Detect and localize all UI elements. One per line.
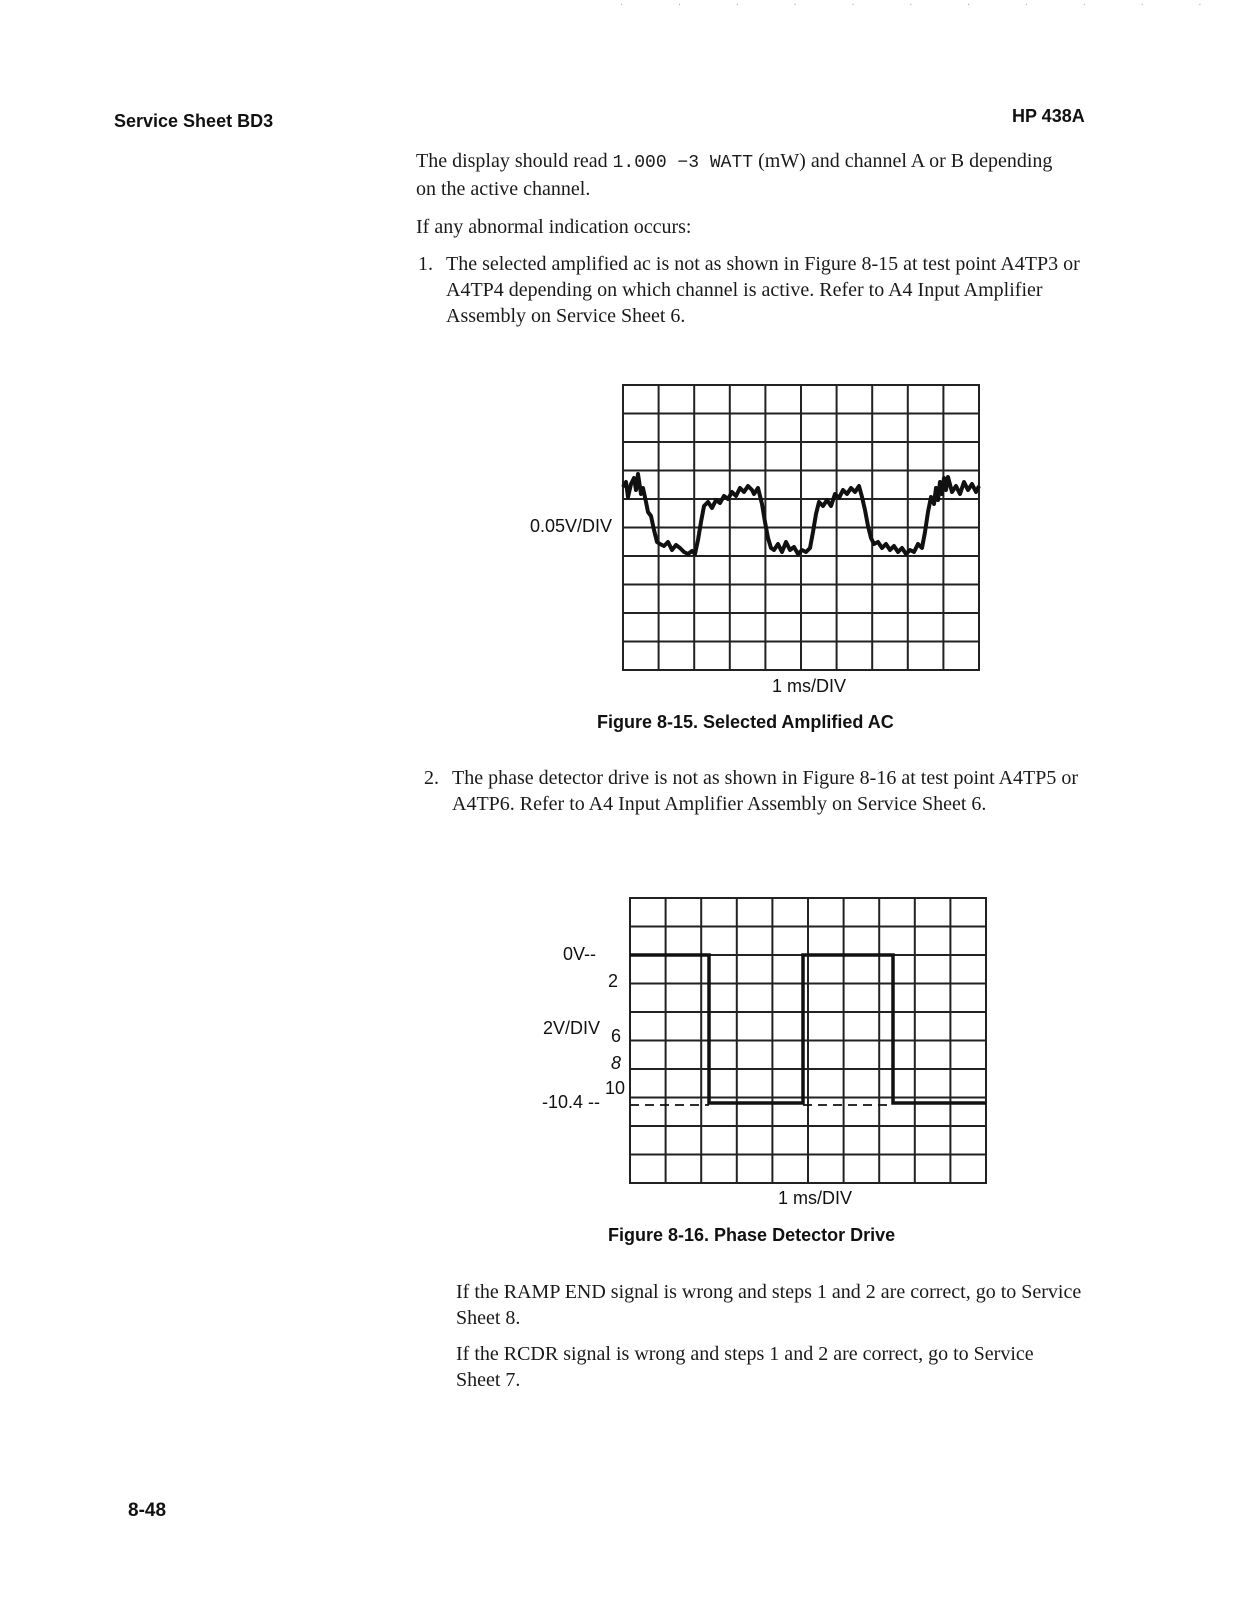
page-number: 8-48 bbox=[128, 1500, 167, 1521]
fig16-caption: Figure 8-16. Phase Detector Drive bbox=[608, 1225, 896, 1245]
list-item-text: The selected amplified ac is not as shown in Figure 8-15 at test point A4TP3 or A4TP4 depending on which channel is active. Refer to A4 Input Amplifier Assembly on Service Sheet 6. bbox=[446, 253, 1080, 327]
abnormal-paragraph: If any abnormal indication occurs: bbox=[416, 216, 692, 238]
note-ramp-end: If the RAMP END signal is wrong and steps 1 and 2 are correct, go to Service Sheet 8. bbox=[456, 1281, 1082, 1329]
fig15-x-label: 1 ms/DIV bbox=[772, 676, 847, 696]
fig16-x-label: 1 ms/DIV bbox=[778, 1188, 853, 1208]
intro-text-after: (mW) and channel A or B depending on the active channel. bbox=[416, 150, 1053, 200]
list-item-2 bbox=[424, 765, 1104, 845]
fig16-tick-6: 6 bbox=[611, 1026, 622, 1046]
fig15-y-label: 0.05V/DIV bbox=[530, 516, 613, 536]
header-section-title: Service Sheet BD3 bbox=[114, 111, 274, 131]
fig15-scope-trace bbox=[620, 382, 984, 674]
list-item-number: 1. bbox=[418, 253, 433, 275]
fig16-scope-trace bbox=[627, 895, 991, 1187]
fig16-zero-label: 0V-- bbox=[563, 944, 597, 964]
display-reading: 1.000 −3 WATT bbox=[612, 153, 754, 173]
fig16-tick-8: 8 bbox=[611, 1053, 622, 1073]
fig16-tick-10: 10 bbox=[605, 1078, 626, 1098]
scan-specks: · · · · · · · · · · · bbox=[620, 0, 1228, 11]
intro-paragraph bbox=[416, 148, 1066, 202]
fig16-level-label: -10.4 -- bbox=[542, 1092, 601, 1112]
list-item-1 bbox=[418, 251, 1098, 331]
intro-text-before: The display should read bbox=[416, 150, 613, 172]
list-item-number: 2. bbox=[424, 767, 439, 789]
header-model: HP 438A bbox=[1012, 106, 1085, 126]
note-rcdr: If the RCDR signal is wrong and steps 1 and 2 are correct, go to Service Sheet 7. bbox=[456, 1343, 1034, 1391]
list-item-text: The phase detector drive is not as shown in Figure 8-16 at test point A4TP5 or A4TP6. Refer to A4 Input Amplifier Assembly on Service Sheet 6. bbox=[452, 767, 1079, 815]
fig16-tick-2: 2 bbox=[608, 971, 619, 991]
fig16-y-label: 2V/DIV bbox=[543, 1018, 601, 1038]
fig15-caption: Figure 8-15. Selected Amplified AC bbox=[597, 712, 894, 732]
